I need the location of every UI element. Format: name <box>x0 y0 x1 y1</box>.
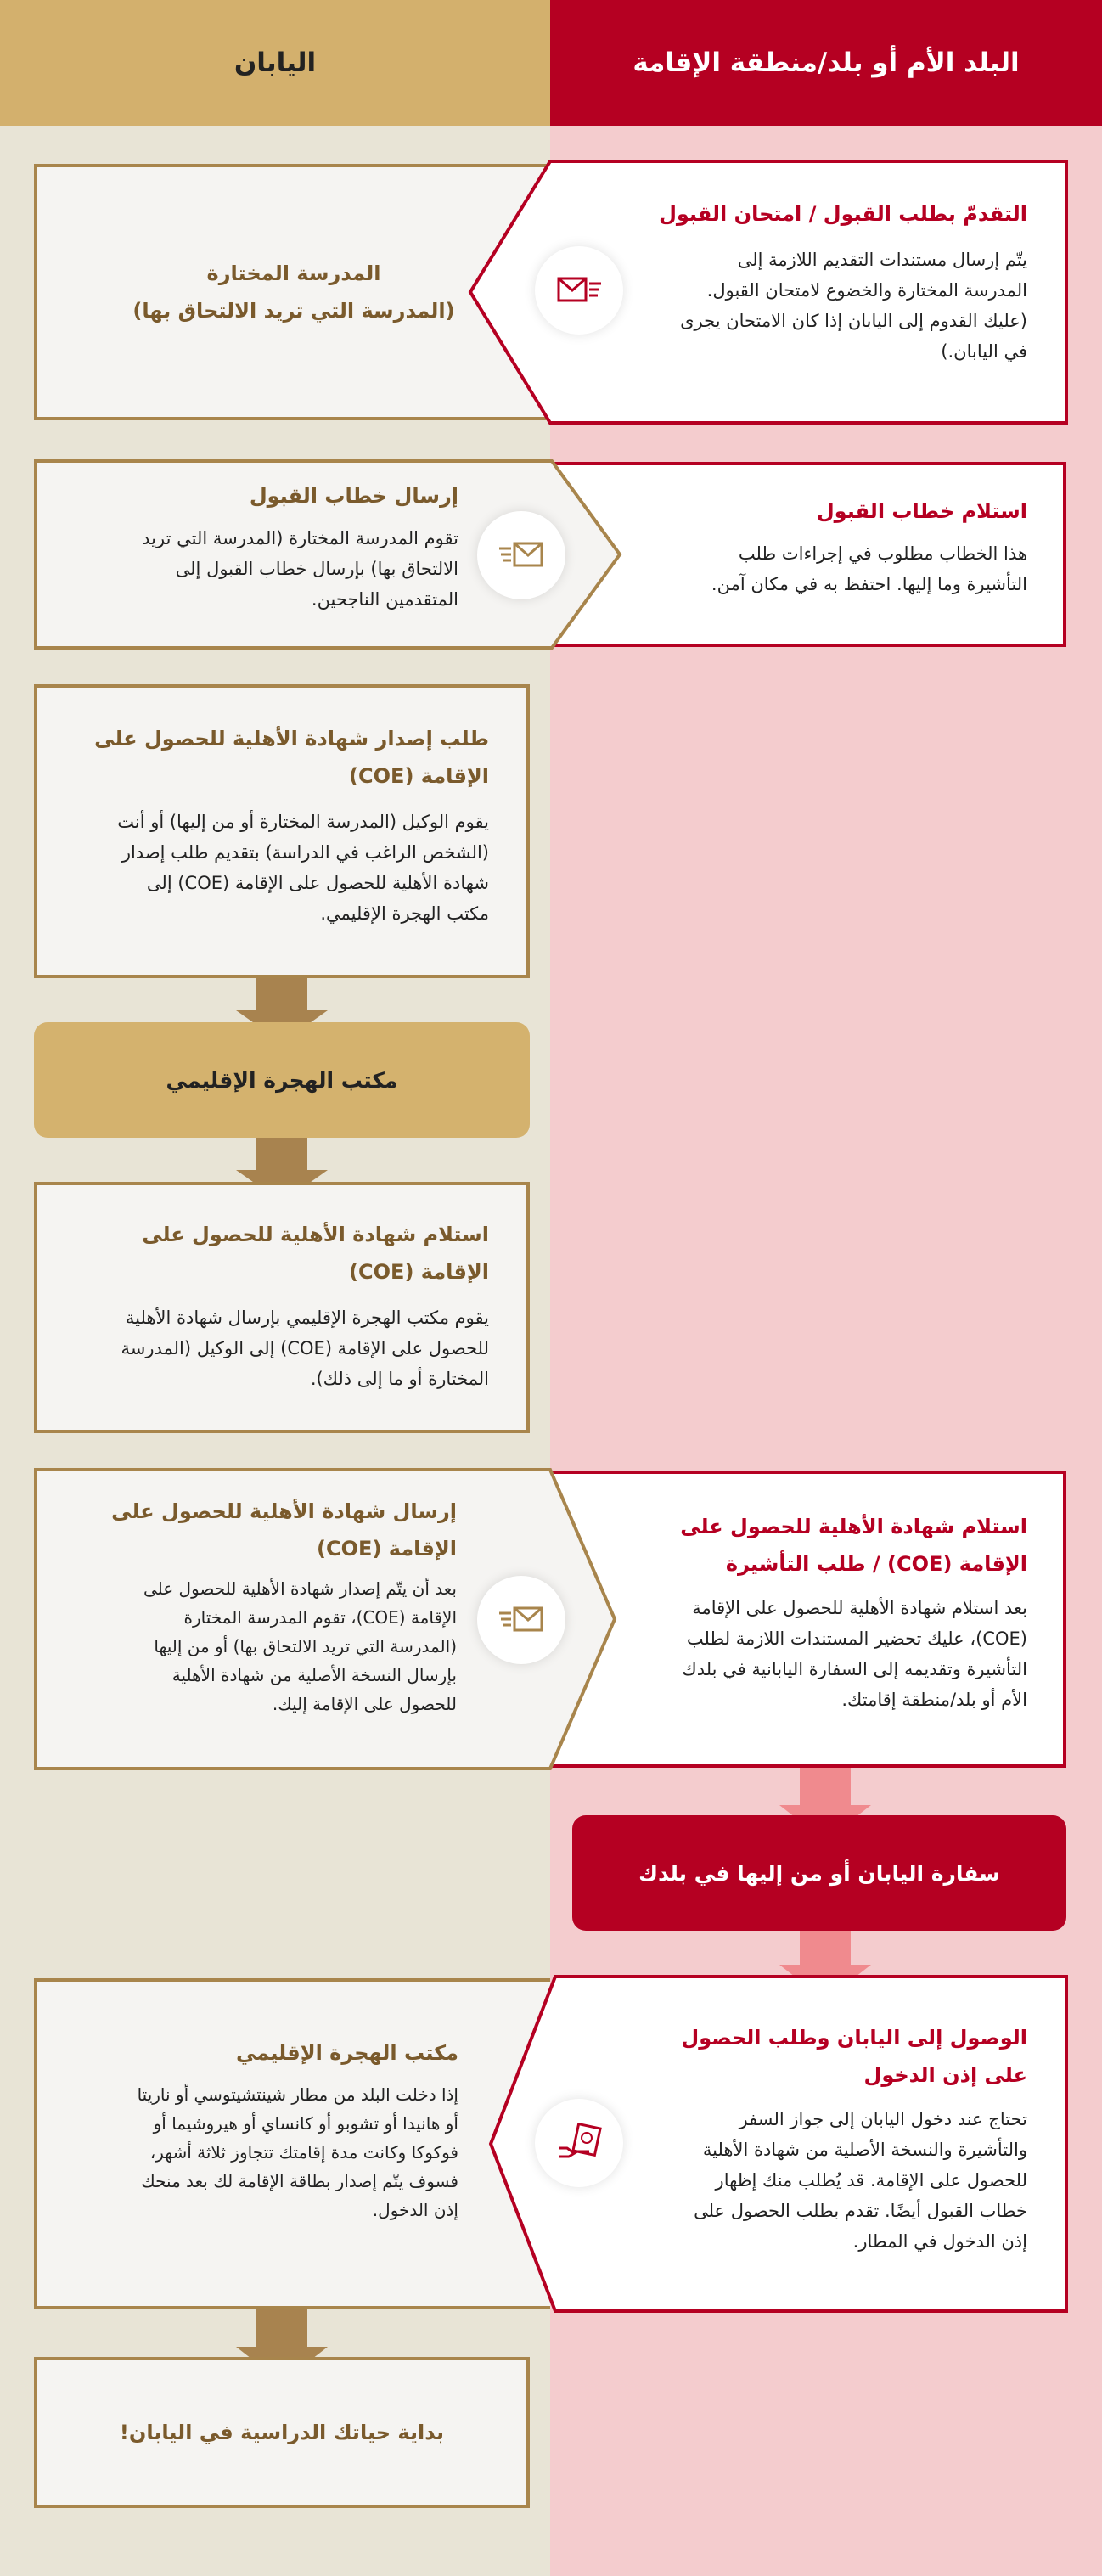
send-letter-line-2: الالتحاق بها) بإرسال خطاب القبول إلى <box>175 559 458 579</box>
chosen-school-subtitle: (المدرسة التي تريد الالتحاق بها) <box>132 299 455 323</box>
passport-hand-icon <box>535 2099 623 2187</box>
send-letter-line-3: المتقدمين الناجحين. <box>311 589 458 610</box>
arrival-line-1: تحتاج عند دخول اليابان إلى جواز السفر <box>739 2109 1027 2129</box>
apply-admission-title: التقدمّ بطلب القبول / امتحان القبول <box>659 202 1027 226</box>
chosen-school-title: المدرسة المختارة <box>206 262 381 285</box>
send-letter-text <box>93 477 458 615</box>
immigration-office-2-title: مكتب الهجرة الإقليمي <box>236 2041 458 2065</box>
coe-apply-line-1: يقوم الوكيل (المدرسة المختارة أو من إليها) أو أنت <box>117 812 489 832</box>
coe-send-line-1: بعد أن يتّم إصدار شهادة الأهلية للحصول على <box>143 1578 457 1599</box>
envelope-send-icon <box>535 246 623 335</box>
coe-send-line-3: (المدرسة التي تريد الالتحاق بها) أو من إليها <box>154 1636 457 1656</box>
apply-admission-line-3: (عليك القدوم إلى اليابان إذا كان الامتحان يجرى <box>680 311 1027 331</box>
arrival-title-1: الوصول إلى اليابان وطلب الحصول <box>681 2026 1027 2050</box>
header-home-country <box>550 0 1102 126</box>
arrival-line-3: للحصول على الإقامة. قد يُطلب منك إظهار <box>715 2170 1027 2191</box>
arrival-line-5: إذن الدخول في المطار. <box>852 2231 1027 2252</box>
coe-receive-agent-box <box>34 1182 530 1433</box>
receive-letter-line-1: هذا الخطاب مطلوب في إجراءات طلب <box>738 543 1027 564</box>
receive-letter-text <box>654 492 1027 599</box>
embassy-box <box>572 1815 1066 1931</box>
send-letter-title: إرسال خطاب القبول <box>249 484 458 508</box>
coe-apply-line-3: شهادة الأهلية للحصول على الإقامة (COE) إلى <box>146 873 489 893</box>
coe-send-line-5: للحصول على الإقامة إليك. <box>272 1694 457 1714</box>
coe-receive-visa-line-2: (COE)، عليك تحضير المستندات اللازمة لطلب <box>686 1628 1027 1649</box>
arrival-title-2: على إذن الدخول <box>863 2063 1027 2087</box>
envelope-send-icon <box>477 511 565 599</box>
immigration-office-2-line-2: أو هانيدا أو تشوبو أو كانساي أو هيروشيما أو <box>153 2113 458 2134</box>
coe-receive-agent-line-1: يقوم مكتب الهجرة الإقليمي بإرسال شهادة الأهلية <box>125 1308 489 1328</box>
apply-admission-text <box>611 195 1027 367</box>
apply-admission-line-2: المدرسة المختارة والخضوع لامتحان القبول. <box>706 280 1027 301</box>
apply-admission-line-1: يتّم إرسال مستندات التقديم اللازمة إلى <box>737 250 1027 270</box>
coe-receive-visa-line-1: بعد استلام شهادة الأهلية للحصول على الإقامة <box>692 1598 1027 1618</box>
arrival-line-4: خطاب القبول أيضًا. تقدم بطلب الحصول على <box>694 2201 1027 2221</box>
arrival-text <box>642 2019 1027 2257</box>
embassy-label: سفارة اليابان أو من إليها في بلدك <box>638 1860 1000 1886</box>
coe-send-line-2: الإقامة (COE)، تقوم المدرسة المختارة <box>183 1607 457 1628</box>
coe-apply-box <box>34 684 530 978</box>
coe-apply-line-4: مكتب الهجرة الإقليمي. <box>320 903 489 924</box>
immigration-office-2-line-3: فوكوكا وكانت مدة إقامتك تتجاوز ثلاثة أشهر، <box>149 2142 458 2163</box>
start-life-label: بداية حياتك الدراسية في اليابان! <box>119 2421 445 2444</box>
coe-send-title-2: الإقامة (COE) <box>317 1537 457 1561</box>
coe-receive-agent-line-2: للحصول على الإقامة (COE) إلى الوكيل (المدرسة <box>121 1338 489 1358</box>
coe-receive-visa-line-3: التأشيرة وتقديمه إلى السفارة اليابانية في بلدك <box>682 1659 1027 1679</box>
receive-letter-line-2: التأشيرة وما إليها. احتفظ به في مكان آمن. <box>711 574 1027 594</box>
coe-receive-visa-title-2: الإقامة (COE) / طلب التأشيرة <box>725 1552 1027 1576</box>
coe-receive-agent-title-1: استلام شهادة الأهلية للحصول على <box>142 1223 489 1246</box>
coe-apply-line-2: (الشخص الراغب في الدراسة) بتقديم طلب إصدار <box>121 842 489 863</box>
coe-receive-agent-title-2: الإقامة (COE) <box>349 1260 489 1284</box>
coe-receive-visa-text <box>637 1508 1027 1715</box>
envelope-send-icon <box>477 1576 565 1664</box>
header-japan <box>0 0 550 126</box>
coe-receive-visa-line-4: الأم أو بلد/منطقة إقامتك. <box>841 1690 1027 1710</box>
immigration-office-2-line-1: إذا دخلت البلد من مطار شينتشيتوسي أو ناريتا <box>137 2084 458 2105</box>
receive-letter-title: استلام خطاب القبول <box>816 499 1027 523</box>
immigration-office-label: مكتب الهجرة الإقليمي <box>166 1067 398 1093</box>
coe-apply-title-1: طلب إصدار شهادة الأهلية للحصول على <box>94 727 489 751</box>
immigration-office-2-text <box>73 2034 458 2224</box>
coe-send-line-4: بإرسال النسخة الأصلية من شهادة الأهلية <box>171 1665 457 1685</box>
coe-apply-title-2: الإقامة (COE) <box>349 764 489 788</box>
coe-send-title-1: إرسال شهادة الأهلية للحصول على <box>111 1499 457 1523</box>
start-life-box <box>34 2357 530 2508</box>
coe-receive-visa-title-1: استلام شهادة الأهلية للحصول على <box>680 1515 1027 1538</box>
immigration-office-2-line-5: إذن الدخول. <box>372 2200 458 2220</box>
arrival-line-2: والتأشيرة والنسخة الأصلية من شهادة الأهلية <box>702 2140 1027 2160</box>
coe-receive-agent-line-3: المختارة أو ما إلى ذلك). <box>310 1369 489 1389</box>
immigration-office-box <box>34 1022 530 1138</box>
apply-admission-line-4: في اليابان.) <box>941 341 1027 362</box>
header-japan-label: اليابان <box>233 48 317 78</box>
coe-send-text <box>78 1493 457 1718</box>
header-home-country-label: البلد الأم أو بلد/منطقة الإقامة <box>633 48 1020 78</box>
send-letter-line-1: تقوم المدرسة المختارة (المدرسة التي تريد <box>142 528 458 548</box>
immigration-office-2-line-4: فسوف يتّم إصدار بطاقة الإقامة لك بعد منحك <box>141 2171 458 2191</box>
